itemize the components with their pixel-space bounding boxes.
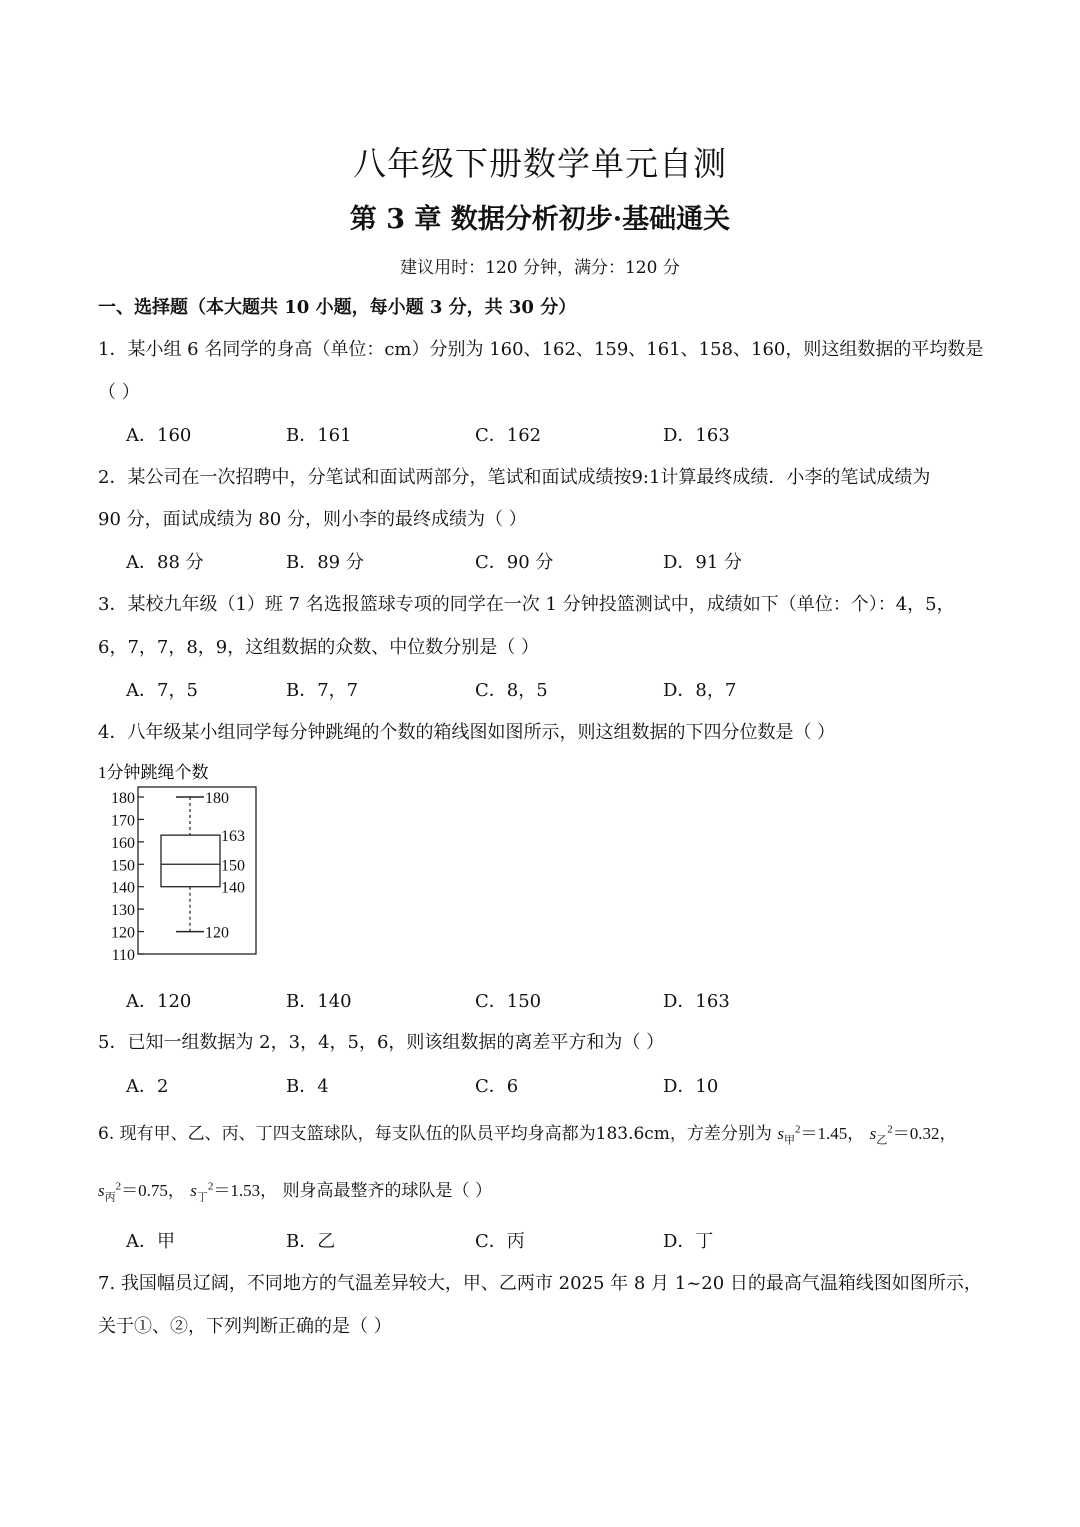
- q6-stem-line2: [98, 1179, 988, 1203]
- q1-option-c: C．162: [475, 425, 542, 446]
- q6-stem-text: 6. 现有甲、乙、丙、丁四支篮球队，每支队伍的队员平均身高都为183.6cm，方差分别为: [98, 1124, 772, 1144]
- q3-option-c: C．8，5: [475, 680, 548, 701]
- y-tick-label: 110: [111, 947, 135, 964]
- q3-options: [126, 679, 986, 703]
- variance-jia: $s_甲^2=1.45$，: [777, 1123, 865, 1147]
- variance-bing: $s_丙^2=0.75$，: [98, 1180, 185, 1204]
- q1-option-a: A．160: [126, 425, 192, 446]
- q5-option-d: D．10: [663, 1076, 719, 1097]
- q5-option-b: B．4: [286, 1076, 329, 1097]
- q6-option-b: B．乙: [286, 1231, 336, 1252]
- q6-stem-tail: 则身高最整齐的球队是（ ）: [282, 1181, 492, 1201]
- q5-options: [126, 1075, 986, 1099]
- y-tick-label: 180: [111, 790, 135, 807]
- y-tick-label: 140: [111, 879, 135, 897]
- q6-options: [126, 1230, 986, 1254]
- q6-option-a: A．甲: [126, 1231, 175, 1252]
- chart-title: 1分钟跳绳个数: [98, 763, 209, 782]
- q5-option-c: C．6: [475, 1076, 519, 1097]
- q4-options: [126, 990, 986, 1014]
- q2-stem-line1: 2．某公司在一次招聘中，分笔试和面试两部分，笔试和面试成绩按9:1计算最终成绩．小李的笔试成绩为: [98, 467, 931, 488]
- q6-option-c: C．丙: [475, 1231, 525, 1252]
- q1-stem-line1: 1．某小组 6 名同学的身高（单位：cm）分别为 160、162、159、161、158、160，则这组数据的平均数是: [98, 339, 984, 360]
- q3-label: 163: [221, 828, 245, 846]
- y-tick-label: 170: [111, 812, 135, 830]
- q4-option-d: D．163: [663, 991, 730, 1012]
- q2-option-c: C．90 分: [475, 552, 554, 573]
- q1-option-b: B．161: [286, 425, 352, 446]
- q3-stem-line1: 3．某校九年级（1）班 7 名选报篮球专项的同学在一次 1 分钟投篮测试中，成绩如下（单位：个）：4，5，: [98, 594, 955, 615]
- y-axis: [111, 790, 144, 964]
- q7-stem-line1: 7. 我国幅员辽阔，不同地方的气温差异较大，甲、乙两市 2025 年 8 月 1~20 日的最高气温箱线图如图所示，: [98, 1273, 982, 1294]
- doc-meta: 建议用时：120 分钟，满分：120 分: [400, 258, 680, 278]
- variance-yi: $s_乙^2=0.32$，: [869, 1123, 957, 1147]
- section-heading: 一、选择题（本大题共 10 小题，每小题 3 分，共 30 分）: [98, 297, 577, 318]
- q7-stem-line2: 关于①、②，下列判断正确的是（ ）: [98, 1316, 392, 1337]
- boxplot-chart: [98, 760, 268, 968]
- q6-stem-line1: [98, 1122, 988, 1146]
- q1-option-d: D．163: [663, 425, 730, 446]
- q4-option-c: C．150: [475, 991, 542, 1012]
- q3-option-a: A．7，5: [126, 680, 198, 701]
- box-rect: [161, 835, 220, 887]
- q4-option-a: A．120: [126, 991, 192, 1012]
- q1-options: [126, 424, 986, 448]
- q6-option-d: D．丁: [663, 1231, 714, 1252]
- q5-stem-line1: 5．已知一组数据为 2，3，4，5，6，则该组数据的离差平方和为（ ）: [98, 1032, 665, 1053]
- q2-option-d: D．91 分: [663, 552, 743, 573]
- q5-option-a: A．2: [126, 1076, 169, 1097]
- box-elements: [161, 790, 245, 942]
- q2-options: [126, 551, 986, 575]
- y-tick-label: 160: [111, 834, 135, 852]
- q1-label: 140: [221, 879, 245, 897]
- q4-stem-line1: 4．八年级某小组同学每分钟跳绳的个数的箱线图如图所示，则这组数据的下四分位数是（ ）: [98, 722, 836, 743]
- variance-ding: $s_丁^2=1.53$，: [190, 1180, 278, 1204]
- q4-option-b: B．140: [286, 991, 352, 1012]
- q3-option-b: B．7，7: [286, 680, 359, 701]
- doc-title: 八年级下册数学单元自测: [353, 144, 727, 183]
- q2-option-b: B．89 分: [286, 552, 364, 573]
- min-label: 120: [205, 924, 229, 942]
- y-tick-label: 120: [111, 924, 135, 942]
- q2-option-a: A．88 分: [126, 552, 204, 573]
- q3-option-d: D．8，7: [663, 680, 737, 701]
- q1-stem-line2: （ ）: [98, 382, 140, 403]
- y-tick-label: 150: [111, 857, 135, 875]
- median-label: 150: [221, 857, 245, 875]
- y-tick-label: 130: [111, 902, 135, 920]
- q2-stem-line2: 90 分，面试成绩为 80 分，则小李的最终成绩为（ ）: [98, 509, 527, 530]
- doc-subtitle: 第 3 章 数据分析初步·基础通关: [349, 204, 731, 235]
- q3-stem-line2: 6，7，7，8，9，这组数据的众数、中位数分别是（ ）: [98, 637, 539, 658]
- max-label: 180: [205, 790, 229, 807]
